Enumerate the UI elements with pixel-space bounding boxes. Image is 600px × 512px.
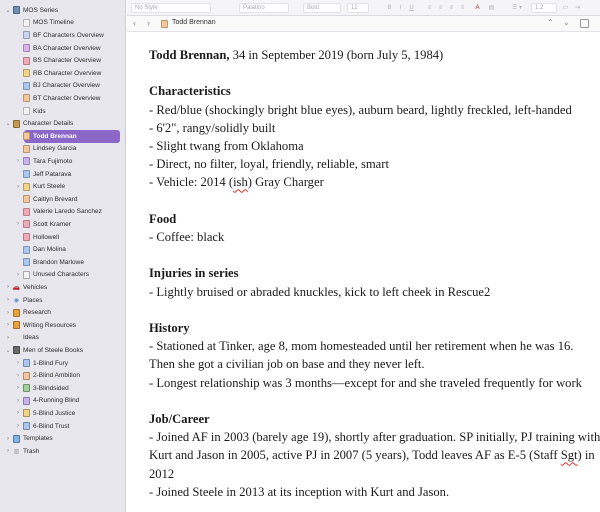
binder-item-label: Writing Resources bbox=[23, 321, 76, 329]
binder-item-label: 5-Blind Justice bbox=[33, 409, 76, 417]
folder-icon bbox=[23, 384, 30, 392]
character-name: Todd Brennan, bbox=[149, 48, 230, 62]
binder-item-label: Kids bbox=[33, 107, 46, 115]
binder-item[interactable] bbox=[0, 231, 126, 244]
chevron-right-icon[interactable]: › bbox=[7, 322, 9, 329]
body-line: - Direct, no filter, loyal, friendly, reliable, smart bbox=[149, 157, 389, 172]
binder-sidebar bbox=[0, 0, 126, 512]
binder-item-label: 6-Blind Trust bbox=[33, 422, 70, 430]
binder-item-label: BT Character Overview bbox=[33, 94, 101, 102]
document-icon bbox=[23, 233, 30, 241]
chevron-right-icon[interactable]: › bbox=[7, 448, 9, 455]
italic-button[interactable]: I bbox=[399, 5, 402, 11]
binder-item[interactable] bbox=[0, 4, 126, 17]
binder-item[interactable] bbox=[0, 168, 126, 181]
binder-item-label: Men of Steele Books bbox=[23, 346, 83, 354]
binder-item-label: Jeff Patarava bbox=[33, 170, 72, 178]
binder-item-label: 1-Blind Fury bbox=[33, 359, 69, 367]
body-line: - Longest relationship was 3 months—except for and she traveled frequently for work bbox=[149, 375, 582, 390]
binder-item-label: Research bbox=[23, 309, 51, 317]
body-line: - Red/blue (shockingly bright blue eyes), auburn beard, lightly freckled, left-handed bbox=[149, 102, 572, 117]
binder-item[interactable] bbox=[0, 218, 126, 231]
vehicle-text-end: ) Gray Charger bbox=[247, 175, 324, 190]
document-body[interactable] bbox=[149, 46, 599, 501]
document-icon bbox=[23, 157, 30, 165]
document-icon bbox=[23, 44, 30, 52]
document-icon bbox=[23, 94, 30, 102]
comment-icon[interactable]: ▭ bbox=[562, 5, 569, 11]
align-left-button[interactable]: ≡ bbox=[427, 5, 432, 11]
indent-icon[interactable]: ⇥ bbox=[574, 5, 581, 11]
style-select[interactable]: No Style bbox=[131, 3, 211, 13]
font-weight-select[interactable]: Bold bbox=[303, 3, 341, 13]
binder-item-label: Caitlyn Brevard bbox=[33, 195, 78, 203]
section-heading: History bbox=[149, 320, 190, 335]
body-line: - Lightly bruised or abraded knuckles, kick to left cheek in Rescue2 bbox=[149, 284, 491, 299]
highlight-icon[interactable]: ▤ bbox=[488, 5, 495, 11]
document-icon bbox=[23, 82, 30, 90]
font-family-select[interactable]: Palatino bbox=[239, 3, 289, 13]
list-menu-button[interactable]: ☰ ▾ bbox=[511, 5, 523, 11]
binder-item-label: 2-Blind Ambition bbox=[33, 372, 80, 380]
folder-icon bbox=[23, 359, 30, 367]
folder-icon bbox=[23, 397, 30, 405]
body-text-end: ) in bbox=[577, 448, 595, 463]
document-icon bbox=[23, 19, 30, 27]
back-arrow-icon[interactable]: ‹ bbox=[133, 18, 136, 28]
lightbulb-icon: ◌ bbox=[14, 334, 19, 341]
editor-pane[interactable] bbox=[127, 33, 600, 512]
align-right-button[interactable]: ≡ bbox=[449, 5, 454, 11]
document-icon bbox=[23, 57, 30, 65]
binder-item[interactable] bbox=[0, 143, 126, 156]
binder-item-label: BS Character Overview bbox=[33, 57, 101, 65]
binder-item[interactable] bbox=[0, 332, 126, 345]
section-heading: Injuries in series bbox=[149, 266, 239, 281]
binder-item[interactable] bbox=[0, 206, 126, 219]
binder-item[interactable] bbox=[0, 306, 126, 319]
line-spacing-select[interactable]: 1.2 bbox=[531, 3, 557, 13]
spelling-error[interactable]: ish bbox=[233, 175, 248, 190]
binder-item-label: Character Details bbox=[23, 120, 74, 128]
chevron-right-icon[interactable]: › bbox=[7, 284, 9, 291]
binder-item-label: BF Characters Overview bbox=[33, 31, 104, 39]
binder-item-label: Tara Fujimoto bbox=[33, 157, 73, 165]
document-icon bbox=[23, 69, 30, 77]
binder-item[interactable] bbox=[0, 17, 126, 30]
split-view-icon[interactable] bbox=[580, 19, 589, 28]
binder-item[interactable] bbox=[0, 281, 126, 294]
binder-item[interactable] bbox=[0, 180, 126, 193]
chevron-right-icon[interactable]: › bbox=[17, 410, 19, 417]
chevron-right-icon[interactable]: › bbox=[17, 372, 19, 379]
chevron-right-icon[interactable]: › bbox=[7, 297, 9, 304]
chevron-right-icon[interactable]: › bbox=[17, 397, 19, 404]
binder-item[interactable] bbox=[0, 382, 126, 395]
format-bar bbox=[127, 0, 600, 16]
document-icon bbox=[23, 246, 30, 254]
binder-item[interactable] bbox=[0, 269, 126, 282]
intro-text: 34 in September 2019 (born July 5, 1984) bbox=[229, 48, 444, 62]
trash-icon: ▥ bbox=[13, 448, 20, 455]
section-heading: Characteristics bbox=[149, 84, 231, 99]
document-icon bbox=[23, 170, 30, 178]
binder-item[interactable] bbox=[0, 54, 126, 67]
document-icon bbox=[23, 258, 30, 266]
folder-icon bbox=[23, 372, 30, 380]
binder-book-icon bbox=[13, 6, 20, 14]
binder-item-label: Lindsey Garcia bbox=[33, 145, 77, 153]
chevron-right-icon[interactable]: › bbox=[17, 158, 19, 165]
binder-item[interactable] bbox=[0, 42, 126, 55]
binder-item[interactable] bbox=[0, 256, 126, 269]
chevron-down-icon[interactable]: ⌄ bbox=[5, 121, 11, 128]
folder-icon bbox=[13, 309, 20, 317]
binder-item[interactable] bbox=[0, 395, 126, 408]
binder-item[interactable] bbox=[0, 243, 126, 256]
binder-item-label: Brandon Marlowe bbox=[33, 258, 84, 266]
document-icon bbox=[23, 183, 30, 191]
chevron-right-icon[interactable]: › bbox=[17, 423, 19, 430]
binder-item[interactable] bbox=[0, 105, 126, 118]
chevron-right-icon[interactable]: › bbox=[17, 271, 19, 278]
underline-button[interactable]: U bbox=[409, 5, 414, 11]
binder-item[interactable] bbox=[0, 155, 126, 168]
vehicle-text: - Vehicle: 2014 ( bbox=[149, 175, 234, 190]
document-icon bbox=[23, 145, 30, 153]
intro-line bbox=[149, 46, 599, 64]
binder-item-selected[interactable] bbox=[24, 130, 120, 143]
body-line: - Coffee: black bbox=[149, 230, 225, 244]
binder-item-label: Dan Molina bbox=[33, 246, 66, 254]
binder-item-label: MOS Series bbox=[23, 6, 59, 14]
folder-icon bbox=[23, 271, 30, 279]
binder-item[interactable] bbox=[0, 29, 126, 42]
binder-item-label: Places bbox=[23, 296, 43, 304]
binder-item-label: Hollowell bbox=[33, 233, 60, 241]
folder-icon bbox=[13, 321, 20, 329]
chevron-right-icon[interactable]: › bbox=[7, 435, 9, 442]
align-center-button[interactable]: ≡ bbox=[438, 5, 443, 11]
body-line: - Stationed at Tinker, age 8, mom homesteaded until her retirement when he was 16. bbox=[149, 339, 574, 354]
binder-item-label: Templates bbox=[23, 435, 53, 443]
binder-book-icon bbox=[13, 346, 20, 354]
folder-icon bbox=[23, 409, 30, 417]
binder-item[interactable] bbox=[0, 357, 126, 370]
binder-item-label: Trash bbox=[23, 447, 40, 455]
font-size-field[interactable]: 12 bbox=[347, 3, 369, 13]
binder-item-label: Unused Characters bbox=[33, 271, 89, 279]
document-icon bbox=[161, 20, 168, 28]
binder-item[interactable] bbox=[0, 80, 126, 93]
binder-item-label: BJ Character Overview bbox=[33, 82, 100, 90]
chevron-right-icon[interactable]: › bbox=[17, 183, 19, 190]
editor-header-bar bbox=[127, 16, 600, 32]
binder-item[interactable] bbox=[0, 369, 126, 382]
body-line bbox=[149, 446, 599, 464]
binder-item[interactable] bbox=[0, 92, 126, 105]
chevron-right-icon[interactable]: › bbox=[7, 334, 9, 341]
body-line: Then she got a civilian job on base and they never left. bbox=[149, 357, 425, 372]
chevron-down-icon[interactable]: ⌄ bbox=[5, 347, 11, 354]
body-line: - Slight twang from Oklahoma bbox=[149, 139, 304, 153]
chevron-down-icon[interactable]: ⌄ bbox=[563, 18, 570, 27]
binder-item[interactable] bbox=[0, 193, 126, 206]
chevron-right-icon[interactable]: › bbox=[17, 221, 19, 228]
binder-item-label: Valerie Laredo Sanchez bbox=[33, 208, 102, 216]
binder-item-label: 4-Running Blind bbox=[33, 397, 80, 405]
binder-item-label: Scott Kramer bbox=[33, 220, 71, 228]
binder-item[interactable] bbox=[0, 420, 126, 433]
body-line: - Joined AF in 2003 (barely age 19), shortly after graduation. SP initially, PJ training with bbox=[149, 430, 600, 445]
binder-item-label: 3-Blindsided bbox=[33, 384, 69, 392]
body-line: 2012 bbox=[149, 466, 175, 481]
binder-item[interactable] bbox=[0, 445, 126, 458]
body-line: - 6'2", rangy/solidly built bbox=[149, 120, 276, 135]
justify-button[interactable]: ≡ bbox=[460, 5, 465, 11]
chevron-down-icon[interactable]: ⌄ bbox=[5, 7, 11, 14]
binder-item-label: Vehicles bbox=[23, 283, 48, 291]
document-icon bbox=[23, 195, 30, 203]
chevron-right-icon[interactable]: › bbox=[17, 360, 19, 367]
globe-icon: ◉ bbox=[13, 297, 20, 304]
document-icon bbox=[23, 208, 30, 216]
binder-item-label: Kurt Steele bbox=[33, 183, 66, 191]
text-color-icon[interactable]: A bbox=[475, 5, 480, 11]
binder-item[interactable] bbox=[0, 294, 126, 307]
document-icon bbox=[23, 31, 30, 39]
document-icon bbox=[23, 220, 30, 228]
binder-item[interactable] bbox=[0, 67, 126, 80]
bold-button[interactable]: B bbox=[387, 5, 392, 11]
folder-icon bbox=[23, 422, 30, 430]
binder-item[interactable] bbox=[0, 344, 126, 357]
car-icon: 🚗 bbox=[12, 284, 21, 291]
chevron-up-icon[interactable]: ⌃ bbox=[547, 18, 554, 27]
binder-item-label: BA Character Overview bbox=[33, 44, 101, 52]
binder-book-icon bbox=[13, 120, 20, 128]
document-icon bbox=[23, 107, 30, 115]
spelling-error[interactable]: Sgt bbox=[560, 448, 578, 463]
binder-item-label: Ideas bbox=[23, 334, 39, 342]
binder-item[interactable] bbox=[0, 117, 126, 130]
document-icon bbox=[23, 132, 30, 140]
section-heading: Food bbox=[149, 211, 177, 226]
folder-icon bbox=[13, 435, 20, 443]
binder-item-label: RB Character Overview bbox=[33, 69, 102, 77]
vehicle-line bbox=[149, 173, 599, 191]
document-title: Todd Brennan bbox=[172, 19, 216, 26]
body-text: Kurt and Jason in 2005, active PJ in 2007 (5 years), Todd leaves AF as E-5 (Staff bbox=[149, 448, 561, 463]
body-line: - Joined Steele in 2013 at its inception with Kurt and Jason. bbox=[149, 484, 450, 499]
forward-arrow-icon[interactable]: › bbox=[147, 18, 150, 28]
chevron-right-icon[interactable]: › bbox=[17, 385, 19, 392]
section-heading: Job/Career bbox=[149, 411, 210, 426]
chevron-right-icon[interactable]: › bbox=[7, 309, 9, 316]
binder-item[interactable] bbox=[0, 432, 126, 445]
binder-item-label: MOS Timeline bbox=[33, 19, 74, 27]
binder-item[interactable] bbox=[0, 407, 126, 420]
binder-item-label: Todd Brennan bbox=[33, 132, 77, 140]
binder-item[interactable] bbox=[0, 319, 126, 332]
